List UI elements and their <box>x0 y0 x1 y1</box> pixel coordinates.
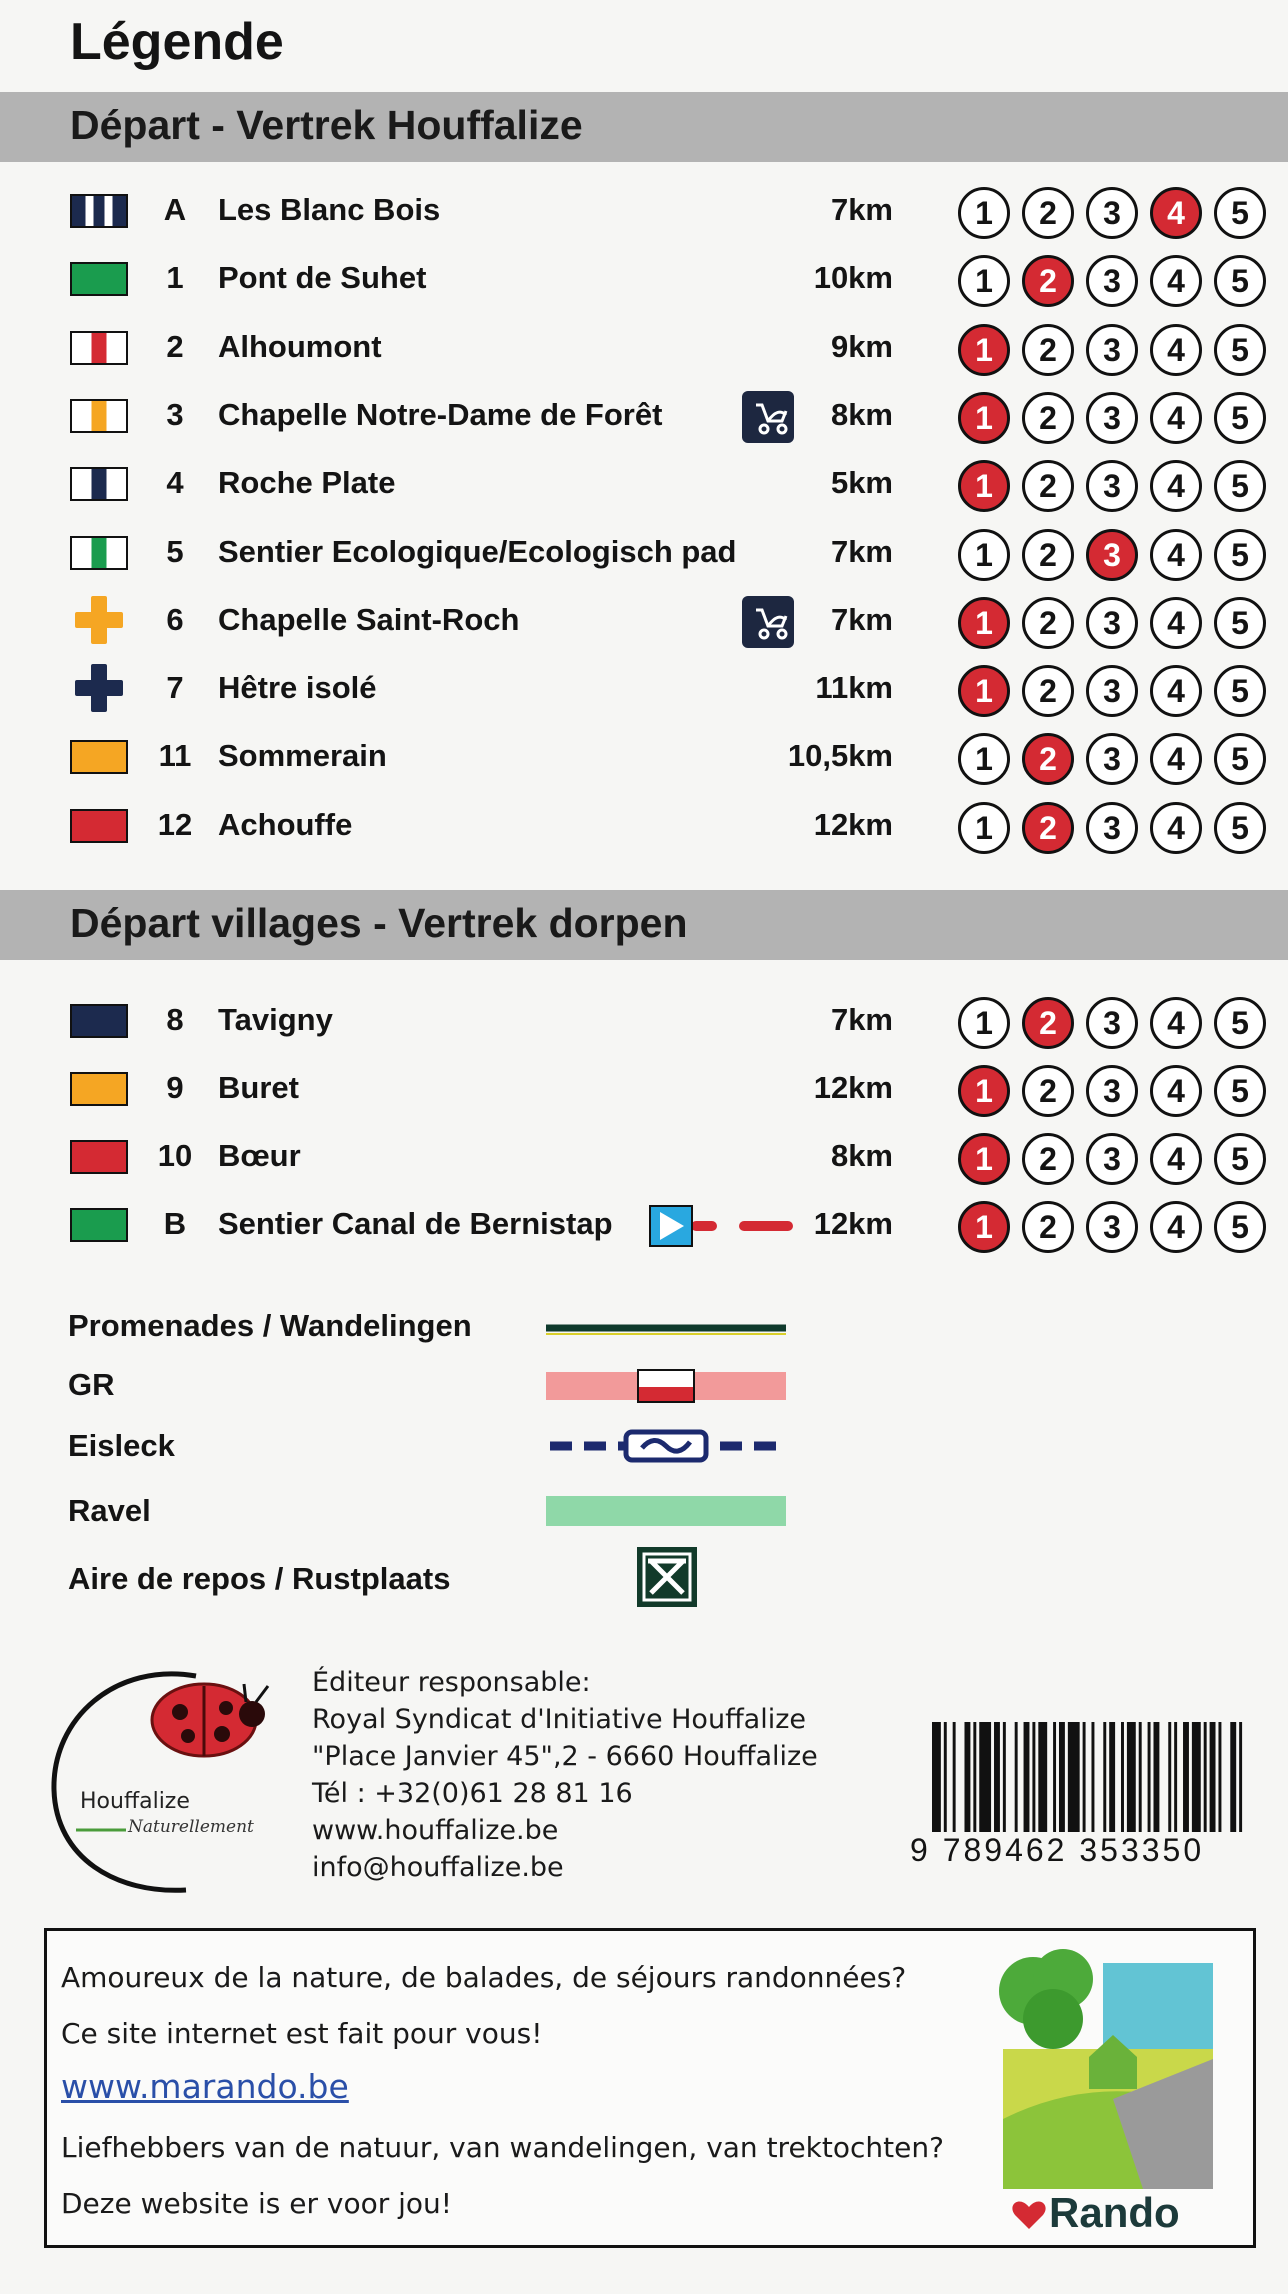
route-name: Achouffe <box>218 806 353 842</box>
route-row <box>0 524 1288 584</box>
barcode-bar <box>1083 1722 1086 1842</box>
difficulty-circle-1: 1 <box>958 997 1010 1049</box>
difficulty-rating <box>958 389 1268 445</box>
route-row <box>0 797 1288 857</box>
difficulty-circle-4: 4 <box>1150 665 1202 717</box>
difficulty-circle-2: 2 <box>1022 997 1074 1049</box>
difficulty-circle-1: 1 <box>958 324 1010 376</box>
editor-organization: Royal Syndicat d'Initiative Houffalize <box>312 1704 807 1735</box>
barcode-bar <box>953 1722 956 1842</box>
difficulty-circle-3: 3 <box>1086 733 1138 785</box>
difficulty-circle-3: 3 <box>1086 1065 1138 1117</box>
difficulty-circle-1: 1 <box>958 1201 1010 1253</box>
difficulty-rating <box>958 457 1268 513</box>
eisleck-line-icon <box>546 1426 786 1466</box>
barcode-bar <box>1168 1722 1171 1842</box>
barcode-bar <box>944 1722 947 1842</box>
route-distance: 12km <box>813 806 893 842</box>
route-name: Hêtre isolé <box>218 670 377 706</box>
barcode-bar <box>1239 1722 1242 1842</box>
route-marker-swatch <box>70 1140 128 1174</box>
barcode-bar <box>1015 1722 1018 1842</box>
difficulty-circle-5: 5 <box>1214 997 1266 1049</box>
gr-marker-icon <box>546 1366 786 1406</box>
route-distance: 12km <box>813 1206 893 1241</box>
editor-address: "Place Janvier 45",2 - 6660 Houffalize <box>312 1741 818 1772</box>
barcode-bar <box>1103 1722 1106 1842</box>
route-marker-swatch <box>70 331 128 365</box>
logo-text-houffalize: Houffalize <box>80 1789 190 1814</box>
difficulty-circle-1: 1 <box>958 665 1010 717</box>
difficulty-circle-2: 2 <box>1022 324 1074 376</box>
difficulty-circle-3: 3 <box>1086 324 1138 376</box>
route-code: 9 <box>166 1070 184 1105</box>
difficulty-rating <box>958 994 1268 1050</box>
barcode-bar <box>1183 1722 1189 1842</box>
section-heading: Départ - Vertrek Houffalize <box>70 102 583 148</box>
barcode-bar <box>1032 1722 1035 1842</box>
difficulty-circle-5: 5 <box>1214 460 1266 512</box>
difficulty-circle-5: 5 <box>1214 802 1266 854</box>
route-marker-cross-icon <box>75 596 123 644</box>
route-distance: 10,5km <box>787 738 893 774</box>
difficulty-circle-5: 5 <box>1214 597 1266 649</box>
difficulty-rating <box>958 321 1268 377</box>
section-header-villages <box>0 890 1288 960</box>
difficulty-circle-1: 1 <box>958 255 1010 307</box>
difficulty-circle-3: 3 <box>1086 997 1138 1049</box>
difficulty-circle-5: 5 <box>1214 187 1266 239</box>
route-row <box>0 1060 1288 1120</box>
difficulty-circle-2: 2 <box>1022 255 1074 307</box>
barcode-bar <box>1003 1722 1006 1842</box>
route-marker-swatch <box>70 399 128 433</box>
difficulty-circle-1: 1 <box>958 392 1010 444</box>
difficulty-circle-2: 2 <box>1022 733 1074 785</box>
difficulty-circle-2: 2 <box>1022 597 1074 649</box>
difficulty-circle-4: 4 <box>1150 1065 1202 1117</box>
difficulty-circle-2: 2 <box>1022 665 1074 717</box>
barcode-bar <box>1038 1722 1047 1842</box>
barcode-bar <box>973 1722 976 1842</box>
barcode-bar <box>1218 1722 1221 1842</box>
difficulty-circle-1: 1 <box>958 597 1010 649</box>
route-distance: 10km <box>813 260 893 296</box>
difficulty-rating <box>958 252 1268 308</box>
difficulty-circle-4: 4 <box>1150 460 1202 512</box>
stroller-icon <box>742 391 794 443</box>
difficulty-circle-5: 5 <box>1214 255 1266 307</box>
promo-text-nl-2: Deze website is er voor jou! <box>61 2187 453 2220</box>
difficulty-circle-2: 2 <box>1022 460 1074 512</box>
route-code: 4 <box>166 465 184 501</box>
route-name: Roche Plate <box>218 465 396 501</box>
difficulty-circle-5: 5 <box>1214 1133 1266 1185</box>
difficulty-rating <box>958 184 1268 240</box>
difficulty-circle-4: 4 <box>1150 1133 1202 1185</box>
marando-promo-box <box>44 1928 1256 2248</box>
barcode-bar <box>994 1722 1000 1842</box>
difficulty-circle-1: 1 <box>958 529 1010 581</box>
route-code: 11 <box>158 738 192 774</box>
difficulty-circle-3: 3 <box>1086 665 1138 717</box>
difficulty-circle-1: 1 <box>958 733 1010 785</box>
route-name: Alhoumont <box>218 328 382 364</box>
difficulty-circle-2: 2 <box>1022 1201 1074 1253</box>
difficulty-circle-3: 3 <box>1086 529 1138 581</box>
barcode-bar <box>1192 1722 1201 1842</box>
route-marker-swatch <box>70 536 128 570</box>
route-marker-swatch <box>70 1208 128 1242</box>
barcode-bar <box>1210 1722 1216 1842</box>
route-name: Buret <box>218 1070 299 1105</box>
route-marker-swatch <box>70 809 128 843</box>
barcode-bar <box>1204 1722 1207 1842</box>
route-distance: 12km <box>813 1070 893 1105</box>
legend-label-promenades: Promenades / Wandelingen <box>68 1308 472 1343</box>
section-header-houffalize <box>0 92 1288 162</box>
route-marker-swatch <box>70 467 128 501</box>
route-code: 12 <box>157 806 193 842</box>
route-row <box>0 660 1288 720</box>
route-row <box>0 387 1288 447</box>
barcode-bar <box>1053 1722 1056 1842</box>
promo-text-fr-1: Amoureux de la nature, de balades, de séjours randonnées? <box>61 1961 907 1994</box>
route-row <box>0 1196 1288 1256</box>
houffalize-ladybug-logo <box>46 1668 276 1898</box>
difficulty-circle-3: 3 <box>1086 255 1138 307</box>
difficulty-circle-3: 3 <box>1086 802 1138 854</box>
promo-link-marando[interactable]: www.marando.be <box>61 2067 349 2106</box>
difficulty-circle-3: 3 <box>1086 187 1138 239</box>
difficulty-circle-2: 2 <box>1022 802 1074 854</box>
legend-label-ravel: Ravel <box>68 1493 151 1528</box>
promenade-line-icon <box>546 1318 786 1338</box>
difficulty-circle-4: 4 <box>1150 392 1202 444</box>
editor-label: Éditeur responsable: <box>312 1667 591 1698</box>
difficulty-rating <box>958 1198 1268 1254</box>
route-distance: 7km <box>830 601 893 637</box>
difficulty-circle-5: 5 <box>1214 529 1266 581</box>
difficulty-circle-4: 4 <box>1150 597 1202 649</box>
editor-website[interactable]: www.houffalize.be <box>312 1815 559 1846</box>
route-name: Les Blanc Bois <box>218 192 441 227</box>
rando-logo <box>993 1949 1223 2229</box>
difficulty-circle-4: 4 <box>1150 802 1202 854</box>
route-code: B <box>163 1206 187 1241</box>
route-code: 10 <box>157 1138 193 1173</box>
difficulty-circle-2: 2 <box>1022 187 1074 239</box>
difficulty-circle-5: 5 <box>1214 733 1266 785</box>
route-marker-swatch <box>70 194 128 228</box>
route-row <box>0 455 1288 515</box>
route-distance: 5km <box>830 465 893 501</box>
route-row <box>0 992 1288 1052</box>
route-name: Pont de Suhet <box>218 260 427 296</box>
route-distance: 7km <box>830 192 893 227</box>
barcode-bar <box>1091 1722 1094 1842</box>
logo-text-naturellement: Naturellement <box>128 1817 254 1837</box>
barcode-bar <box>1109 1722 1115 1842</box>
difficulty-circle-4: 4 <box>1150 1201 1202 1253</box>
difficulty-circle-1: 1 <box>958 1065 1010 1117</box>
difficulty-rating <box>958 594 1268 650</box>
difficulty-circle-3: 3 <box>1086 1201 1138 1253</box>
barcode-bar <box>1059 1722 1065 1842</box>
rando-logo-text: Rando <box>1049 2189 1180 2229</box>
barcode-bar <box>1230 1722 1236 1842</box>
route-name: Sommerain <box>218 738 387 774</box>
route-row <box>0 1128 1288 1188</box>
barcode-bar <box>1148 1722 1151 1842</box>
route-code: 2 <box>166 328 184 364</box>
route-distance: 8km <box>830 1138 893 1173</box>
legend-label-gr: GR <box>68 1367 115 1402</box>
difficulty-circle-5: 5 <box>1214 1065 1266 1117</box>
route-marker-swatch <box>70 262 128 296</box>
difficulty-rating <box>958 662 1268 718</box>
difficulty-circle-1: 1 <box>958 460 1010 512</box>
difficulty-circle-3: 3 <box>1086 597 1138 649</box>
route-code: 6 <box>166 601 184 637</box>
route-row <box>0 728 1288 788</box>
route-code: 1 <box>166 260 184 296</box>
legend-label-eisleck: Eisleck <box>68 1428 175 1463</box>
difficulty-circle-1: 1 <box>958 187 1010 239</box>
route-code: 5 <box>166 533 184 569</box>
barcode-bar <box>1174 1722 1177 1842</box>
difficulty-circle-3: 3 <box>1086 460 1138 512</box>
page-title: Légende <box>70 13 284 71</box>
difficulty-circle-2: 2 <box>1022 392 1074 444</box>
difficulty-circle-5: 5 <box>1214 1201 1266 1253</box>
difficulty-circle-1: 1 <box>958 802 1010 854</box>
barcode-bar <box>979 1722 991 1842</box>
section-heading: Départ villages - Vertrek dorpen <box>70 900 688 946</box>
route-marker-swatch <box>70 740 128 774</box>
difficulty-rating <box>958 1130 1268 1186</box>
route-marker-swatch <box>70 1072 128 1106</box>
route-name: Sentier Ecologique/Ecologisch pad <box>218 533 737 569</box>
route-distance: 9km <box>830 328 893 364</box>
difficulty-circle-4: 4 <box>1150 733 1202 785</box>
promo-text-fr-2: Ce site internet est fait pour vous! <box>61 2017 543 2050</box>
barcode-bar <box>1068 1722 1080 1842</box>
difficulty-circle-4: 4 <box>1150 324 1202 376</box>
route-marker-swatch <box>70 1004 128 1038</box>
difficulty-circle-3: 3 <box>1086 1133 1138 1185</box>
stroller-icon <box>742 596 794 648</box>
editor-phone: Tél : +32(0)61 28 81 16 <box>312 1778 633 1809</box>
difficulty-circle-5: 5 <box>1214 392 1266 444</box>
route-code: A <box>163 192 187 227</box>
difficulty-rating <box>958 799 1268 855</box>
editor-info <box>312 1664 818 1886</box>
difficulty-circle-2: 2 <box>1022 529 1074 581</box>
barcode-bar <box>1024 1722 1030 1842</box>
route-marker-cross-icon <box>75 664 123 712</box>
play-arrow-icon <box>648 1202 798 1248</box>
route-distance: 11km <box>815 670 893 706</box>
legend-label-rest-area: Aire de repos / Rustplaats <box>68 1561 451 1596</box>
barcode-number: 9 789462 353350 <box>910 1832 1250 1869</box>
route-distance: 7km <box>830 1002 893 1037</box>
barcode-bar <box>1153 1722 1159 1842</box>
barcode-bar <box>1139 1722 1142 1842</box>
route-row <box>0 182 1288 242</box>
rest-area-icon <box>636 1546 698 1608</box>
route-row <box>0 592 1288 652</box>
route-name: Chapelle Notre-Dame de Forêt <box>218 396 663 432</box>
difficulty-circle-5: 5 <box>1214 665 1266 717</box>
route-name: Sentier Canal de Bernistap <box>218 1206 613 1241</box>
difficulty-circle-5: 5 <box>1214 324 1266 376</box>
route-row <box>0 319 1288 379</box>
difficulty-rating <box>958 730 1268 786</box>
route-code: 7 <box>166 670 184 706</box>
editor-email[interactable]: info@houffalize.be <box>312 1852 564 1883</box>
difficulty-circle-3: 3 <box>1086 392 1138 444</box>
promo-text-nl-1: Liefhebbers van de natuur, van wandelingen, van trektochten? <box>61 2131 944 2164</box>
barcode-bar <box>964 1722 970 1842</box>
ravel-line-icon <box>546 1494 786 1528</box>
difficulty-circle-1: 1 <box>958 1133 1010 1185</box>
difficulty-circle-2: 2 <box>1022 1133 1074 1185</box>
barcode-bar <box>1127 1722 1136 1842</box>
difficulty-circle-2: 2 <box>1022 1065 1074 1117</box>
difficulty-rating <box>958 1062 1268 1118</box>
route-code: 3 <box>166 396 184 432</box>
difficulty-circle-4: 4 <box>1150 187 1202 239</box>
route-name: Tavigny <box>218 1002 333 1037</box>
barcode-bar <box>932 1722 941 1842</box>
route-code: 8 <box>166 1002 184 1037</box>
difficulty-circle-4: 4 <box>1150 997 1202 1049</box>
difficulty-circle-4: 4 <box>1150 255 1202 307</box>
route-row <box>0 250 1288 310</box>
route-name: Chapelle Saint-Roch <box>218 601 520 637</box>
route-distance: 8km <box>830 396 893 432</box>
route-name: Bœur <box>218 1138 301 1173</box>
barcode-bar <box>1121 1722 1124 1842</box>
difficulty-rating <box>958 526 1268 582</box>
route-distance: 7km <box>830 533 893 569</box>
difficulty-circle-4: 4 <box>1150 529 1202 581</box>
